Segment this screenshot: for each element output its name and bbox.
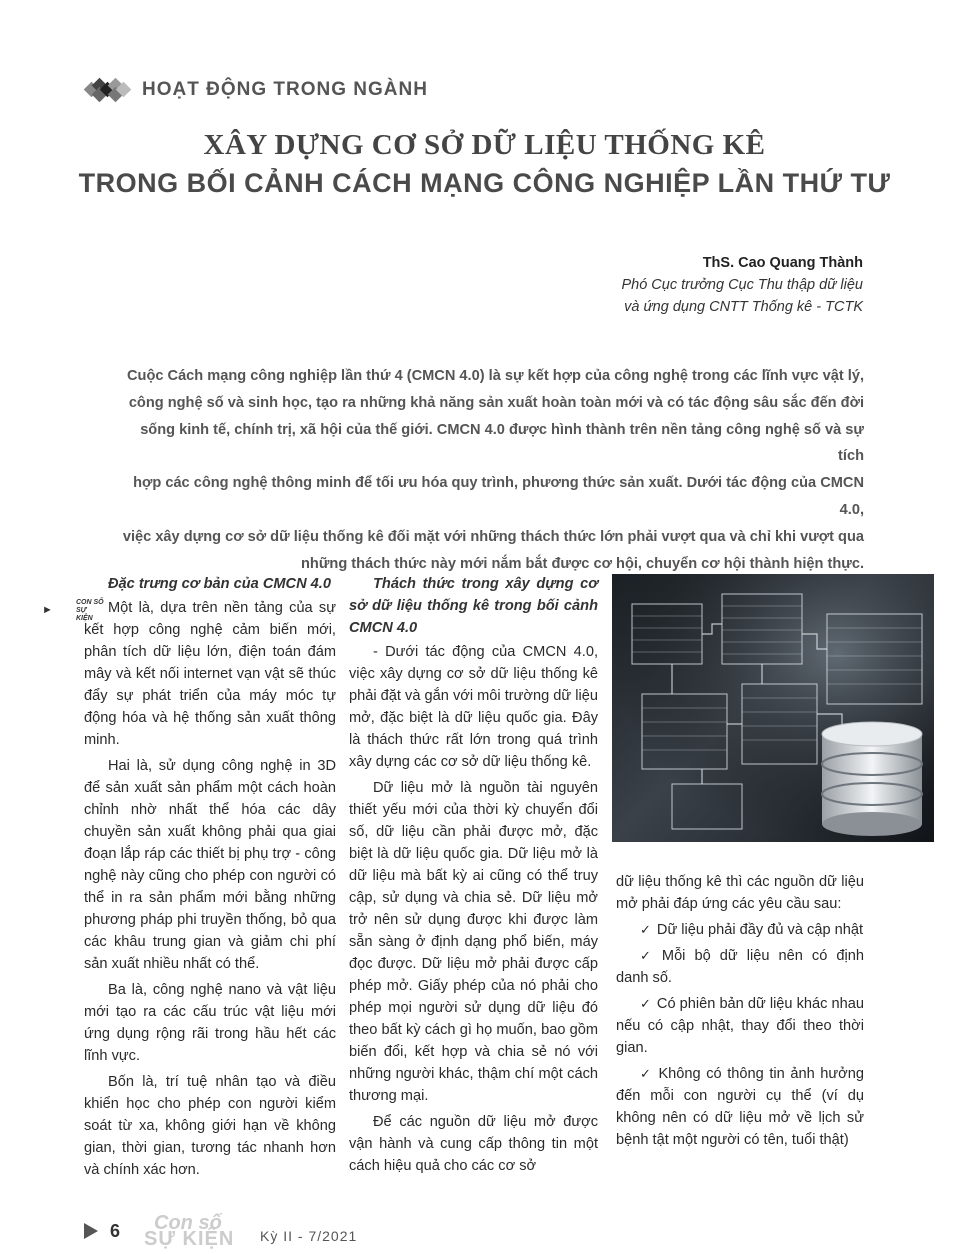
column-3 [616,871,864,1155]
abstract-line: Cuộc Cách mạng công nghiệp lần thứ 4 (CMCN 4.0) là sự kết hợp của công nghệ trong các lĩnh vực vật lý, [126,368,864,384]
col1-paragraph-1: Một là, dựa trên nền tảng của sự kết hợp công nghệ cảm biến mới, phân tích dữ liệu lớn, điện toán đám mây và kết nối internet vạn vật sẽ thúc đẩy sự phát triển của máy móc tự động hóa và hệ thống sản xuất thông minh. [84,600,336,748]
author-name: ThS. Cao Quang Thành [702,255,863,271]
page-number: 6 [110,1220,121,1241]
checkmark-icon: ✓ [640,948,656,963]
author-role-line-1: Phó Cục trưởng Cục Thu thập dữ liệu [621,277,863,293]
abstract-line: công nghệ số và sinh học, tạo ra những khả năng sản xuất hoàn toàn mới và có tác động sâu sắc đến đời [128,394,864,411]
section-tag-text: HOẠT ĐỘNG TRONG NGÀNH [142,79,428,100]
col2-heading: Thách thức trong xây dựng cơ sở dữ liệu thống kê trong bối cảnh CMCN 4.0 [349,576,598,636]
col2-paragraph-3: Để các nguồn dữ liệu mở được vận hành và cung cấp thông tin một cách hiệu quả cho các cơ sở [349,1114,598,1174]
magazine-logo [144,1214,252,1248]
issue-label: Kỳ II - 7/2021 [260,1228,358,1244]
column-2 [349,573,598,1181]
section-tag [84,76,428,104]
checkmark-icon: ✓ [640,996,651,1011]
col3-bullet-4 [616,1063,864,1151]
article-title [40,126,929,202]
abstract-line: những thách thức này mới nắm bắt được cơ hội, chuyển cơ hội thành hiện thực. [301,555,864,572]
abstract-line: sống kinh tế, chính trị, xã hội của thế giới. CMCN 4.0 được hình thành trên nền tảng công nghệ số và sự tích [140,421,864,465]
col1-paragraph-3: Ba là, công nghệ nano và vật liệu mới tạo ra các cấu trúc vật liệu mới ứng dụng rộng rãi trong hầu hết các lĩnh vực. [84,982,336,1064]
col3-paragraph-1: dữ liệu thống kê thì các nguồn dữ liệu mở phải đáp ứng các yêu cầu sau: [616,874,864,912]
author-block [463,252,863,318]
title-line-1: XÂY DỰNG CƠ SỞ DỮ LIỆU THỐNG KÊ [203,129,766,161]
footer-arrow-icon [84,1223,98,1239]
abstract [112,363,864,577]
col3-bullet-3-text: Có phiên bản dữ liệu khác nhau nếu có cập nhật, thay đổi theo thời gian. [616,996,864,1056]
side-arrow-icon: ► [42,604,53,616]
title-line-2: TRONG BỐI CẢNH CÁCH MẠNG CÔNG NGHIỆP LẦN THỨ TƯ [78,168,891,198]
col3-bullet-2-text: Mỗi bộ dữ liệu nên có định danh số. [616,948,864,986]
database-illustration [612,574,934,842]
col2-paragraph-1: - Dưới tác động của CMCN 4.0, việc xây dựng cơ sở dữ liệu thống kê phải đặt và gắn với môi trường dữ liệu mở, đặc biệt là dữ liệu quốc gia. Đây là thách thức rất lớn trong quá trình xây dựng các cơ sở dữ liệu thống kê. [349,644,598,770]
col3-bullet-2 [616,945,864,989]
col2-paragraph-2: Dữ liệu mở là nguồn tài nguyên thiết yếu mới của thời kỳ chuyển đổi số, dữ liệu cần phải được mở, đặc biệt là dữ liệu quốc gia. Dữ liệu mở là dữ liệu mà bất kỳ ai cũng có thể truy cập, sử dụng và chia sẻ. Dữ liệu mở trở nên sử dụng được khi được làm sẵn sàng ở định dạng phổ biến, máy đọc được. Dữ liệu mở phải được cấp phép mở. Giấy phép của nó phải cho phép mọi người sử dụng dữ liệu đó theo bất kỳ cách gì họ muốn, bao gồm biến đổi, kết hợp và chia sẻ nó với những người khác, thậm chí một cách thương mại. [349,780,598,1104]
col1-paragraph-4: Bốn là, trí tuệ nhân tạo và điều khiển học cho phép con người kiểm soát từ xa, không giới hạn về không gian, thời gian, tương tác nhanh hơn và chính xác hơn. [84,1074,336,1178]
magazine-logo-top: Con số [154,1212,222,1234]
col3-bullet-1-text: Dữ liệu phải đầy đủ và cập nhật [656,922,864,938]
page-footer [84,1213,357,1249]
side-logo: CON SỐ SỰ KIỆN [76,599,104,622]
col1-heading: Đặc trưng cơ bản của CMCN 4.0 [108,576,331,592]
abstract-line: việc xây dựng cơ sở dữ liệu thống kê đối mặt với những thách thức lớn phải vượt qua và chỉ khi vượt qua [122,528,864,545]
diamond-decoration-icon [84,78,132,102]
magazine-logo-bottom: SỰ KIỆN [144,1228,235,1250]
author-role-line-2: và ứng dụng CNTT Thống kê - TCTK [624,299,863,315]
abstract-line: hợp các công nghệ thông minh để tối ưu hóa quy trình, phương thức sản xuất. Dưới tác động của CMCN 4.0, [133,475,864,518]
database-diagram-icon [612,574,934,842]
column-1 [84,573,336,1185]
col3-bullet-1 [616,919,864,941]
col3-bullet-4-text: Không có thông tin ảnh hưởng đến mỗi con người cụ thể (ví dụ không nên có dữ liệu mở về lịch sử bệnh tật một người có tên, tuổi thật) [616,1066,864,1148]
col1-paragraph-2: Hai là, sử dụng công nghệ in 3D để sản xuất sản phẩm một cách hoàn chỉnh nhờ nhất thể hóa các dây chuyền sản xuất không phải qua giai đoạn lắp ráp các thiết bị phụ trợ - công nghệ này cũng cho phép con người có thể in ra sản phẩm mới bằng những phương pháp phi truyền thống, bỏ qua các khâu trung gian và giảm chi phí sản xuất nhiều nhất có thể. [84,758,336,972]
checkmark-icon: ✓ [640,1066,653,1081]
checkmark-icon: ✓ [640,922,651,937]
col3-bullet-3 [616,993,864,1059]
